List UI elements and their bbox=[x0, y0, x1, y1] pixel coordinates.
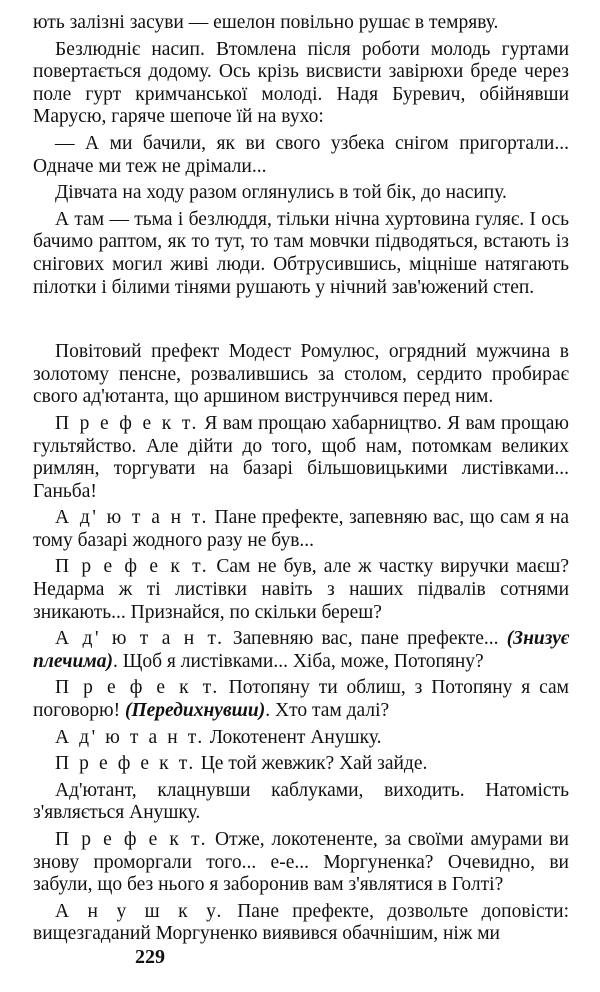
paragraph: — А ми бачили, як ви свого узбека снігом пригортали... Одначе ми теж не дрімали... bbox=[33, 132, 569, 177]
line-text: . Хто там далі? bbox=[265, 700, 390, 722]
speaker-prefect: П р е ф е к т. bbox=[55, 753, 196, 775]
dialogue-line bbox=[33, 556, 569, 624]
paragraph: ють залізні засуви — ешелон повільно рушає в темряву. bbox=[33, 12, 499, 33]
stage-direction: (Знизує плечима) bbox=[33, 628, 569, 672]
dialogue-line bbox=[33, 727, 569, 750]
dialogue-line bbox=[33, 829, 569, 897]
dialogue-line bbox=[33, 753, 569, 776]
dialogue-line bbox=[33, 901, 569, 946]
line-text: Це той жевжик? Хай зайде. bbox=[200, 753, 428, 775]
speaker-adjutant: А д' ю т а н т. bbox=[55, 628, 225, 650]
line-text: Я вам прощаю хабарництво. Я вам прощаю гультяйство. Але дійти до того, щоб нам, потомкам великих римлян, торгувати на базарі більшовицькими листівками... Ганьба! bbox=[33, 412, 569, 502]
paragraph: Дівчата на ходу разом оглянулись в той бік, до насипу. bbox=[55, 182, 507, 204]
line-text: Пане префекте, запевняю вас, що сам я на тому базарі жодного разу не був... bbox=[33, 507, 570, 551]
line-text: Отже, локотененте, за своїми амурами ви знову проморгали того... е-е... Моргуненка? Очевидно, ви забули, що без нього я заборонив вам з'являтися в Голті? bbox=[33, 829, 569, 896]
speaker-prefect: П р е ф е к т. bbox=[55, 556, 210, 578]
dialogue-line bbox=[33, 507, 569, 552]
speaker-prefect: П р е ф е к т. bbox=[55, 412, 199, 434]
page-number: 229 bbox=[135, 946, 165, 968]
dialogue-line bbox=[33, 413, 569, 503]
paragraph: Повітовий префект Модест Ромулюс, огрядний мужчина в золотому пенсне, розвалившись за столом, сердито пробирає свого ад'ютанта, що аршином виструнчився перед ним. bbox=[33, 341, 569, 408]
section-break bbox=[33, 303, 569, 341]
paragraph: Безлюдніє насип. Втомлена після роботи молодь гуртами повертається додому. Ось крізь висвисти завірюхи бреде через поле гурт кримчанської молоді. Надя Буревич, обійнявши Марусю, гаряче шепоче їй на вухо: bbox=[33, 38, 569, 128]
stage-direction: (Передихнувши) bbox=[124, 700, 266, 722]
dialogue-line bbox=[33, 628, 569, 673]
line-text: . Щоб я листівками... Хіба, може, Потопяну? bbox=[112, 650, 484, 672]
line-text: Локотенент Анушку. bbox=[209, 726, 382, 748]
book-page-text bbox=[33, 12, 569, 950]
stage-paragraph: Ад'ютант, клацнувши каблуками, виходить. Натомість з'являється Анушку. bbox=[33, 779, 569, 824]
line-text: Запевняю вас, пане префекте... bbox=[232, 628, 499, 650]
speaker-adjutant: А д' ю т а н т. bbox=[55, 507, 209, 529]
speaker-anushku: А н у ш к у. bbox=[55, 900, 224, 922]
speaker-prefect: П р е ф е к т. bbox=[55, 829, 209, 850]
line-text: Потопяну ти облиш, з Потопяну я сам поговорю! bbox=[33, 677, 569, 722]
paragraph: А там — тьма і безлюддя, тільки нічна хуртовина гуляє. І ось бачимо раптом, як то тут, то там мовчки підводяться, встають із снігових могил живі люди. Обтрусившись, міцніше натягають пілотки і білими тінями рушають у нічний зав'южений степ. bbox=[33, 208, 569, 298]
dialogue-line bbox=[33, 677, 569, 722]
speaker-adjutant: А д' ю т а н т. bbox=[55, 726, 205, 748]
line-text: Пане префекте, дозвольте доповісти: вищезгаданий Моргуненко виявився обачнішим, ніж ми bbox=[33, 900, 569, 945]
speaker-prefect: П р е ф е к т. bbox=[55, 677, 220, 699]
line-text: Сам не був, але ж частку виручки маєш? Недарма ж ті листівки навіть з наших підвалів сотнями зникають... Признайся, по скільки береш? bbox=[33, 556, 569, 623]
